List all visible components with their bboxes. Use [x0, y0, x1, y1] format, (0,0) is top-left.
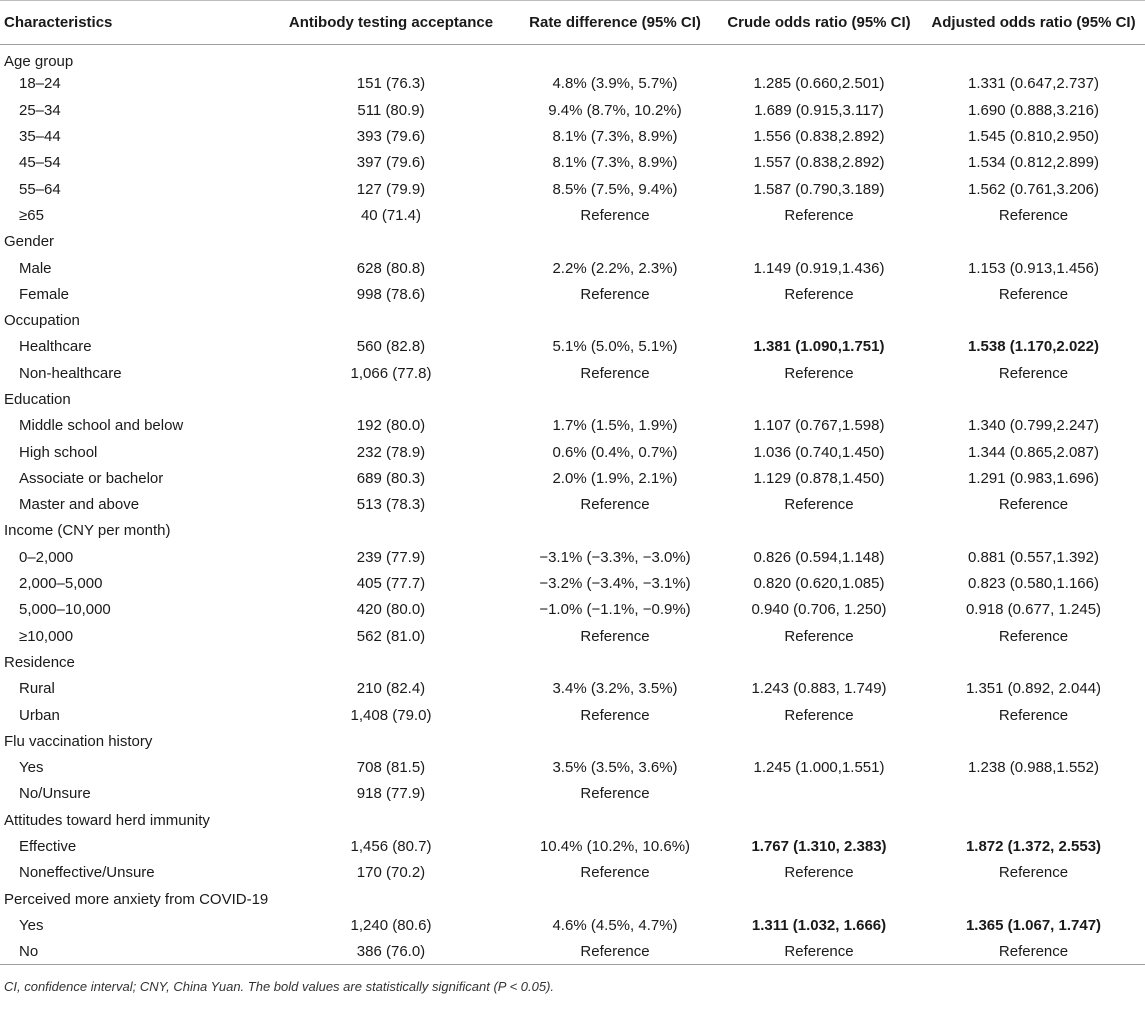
header-acceptance: Antibody testing acceptance [288, 14, 494, 31]
empty-cell [514, 307, 716, 333]
row-label: Associate or bachelor [19, 469, 164, 487]
adjusted-odds-ratio-cell: 1.344 (0.865,2.087) [968, 443, 1099, 461]
table-footnote: CI, confidence interval; CNY, China Yuan. The bold values are statistically significant (P < 0.05). [4, 979, 555, 995]
rate-difference-cell: −3.2% (−3.4%, −3.1%) [539, 575, 691, 593]
acceptance-cell: 405 (77.7) [356, 575, 426, 593]
table-row [0, 71, 1145, 97]
table-row [0, 623, 1145, 649]
empty-cell [514, 45, 716, 71]
adjusted-odds-ratio-cell: Reference [998, 864, 1069, 882]
row-label: No [19, 942, 39, 960]
adjusted-odds-ratio-cell: 1.153 (0.913,1.456) [968, 259, 1099, 277]
empty-cell [514, 886, 716, 912]
empty-cell [514, 649, 716, 675]
category-label: Education [4, 391, 71, 408]
table-row [0, 833, 1145, 859]
acceptance-cell: 192 (80.0) [356, 417, 426, 435]
empty-cell [268, 728, 514, 754]
crude-odds-ratio-cell: Reference [784, 206, 854, 224]
row-label: 25–34 [19, 101, 61, 119]
adjusted-odds-ratio-cell: 1.562 (0.761,3.206) [968, 180, 1099, 198]
acceptance-cell: 1,066 (77.8) [350, 364, 432, 382]
table-row [0, 334, 1145, 360]
rate-difference-cell: 2.2% (2.2%, 2.3%) [552, 259, 678, 277]
category-row [0, 45, 1145, 71]
crude-odds-ratio-cell [716, 781, 922, 807]
empty-cell [268, 307, 514, 333]
row-label: 35–44 [19, 128, 61, 146]
acceptance-cell: 1,240 (80.6) [350, 916, 432, 934]
table-body [0, 45, 1145, 965]
row-label: Rural [19, 680, 55, 698]
empty-cell [716, 886, 922, 912]
category-row [0, 728, 1145, 754]
acceptance-cell: 560 (82.8) [356, 338, 426, 356]
acceptance-cell: 628 (80.8) [356, 259, 426, 277]
adjusted-odds-ratio-cell: 1.534 (0.812,2.899) [968, 154, 1099, 172]
crude-odds-ratio-cell: 0.940 (0.706, 1.250) [751, 601, 887, 619]
rate-difference-cell: Reference [580, 785, 650, 803]
acceptance-cell: 397 (79.6) [356, 154, 426, 172]
table-row [0, 544, 1145, 570]
empty-cell [922, 728, 1145, 754]
crude-odds-ratio-cell: Reference [784, 627, 854, 645]
category-label: Perceived more anxiety from COVID-19 [4, 890, 269, 908]
acceptance-cell: 40 (71.4) [360, 206, 422, 224]
adjusted-odds-ratio-cell: 1.365 (1.067, 1.747) [965, 916, 1102, 934]
table-row [0, 860, 1145, 886]
header-rate-difference: Rate difference (95% CI) [529, 14, 701, 31]
crude-odds-ratio-cell: 1.689 (0.915,3.117) [754, 101, 884, 119]
acceptance-cell: 1,408 (79.0) [350, 706, 432, 724]
table-row [0, 176, 1145, 202]
empty-cell [514, 807, 716, 833]
row-label: 45–54 [19, 154, 61, 172]
category-row [0, 807, 1145, 833]
crude-odds-ratio-cell: Reference [784, 942, 854, 960]
adjusted-odds-ratio-cell: 1.545 (0.810,2.950) [968, 128, 1099, 146]
header-adjusted-odds-ratio: Adjusted odds ratio (95% CI) [931, 14, 1136, 31]
empty-cell [922, 807, 1145, 833]
row-label: Female [19, 285, 70, 303]
empty-cell [922, 886, 1145, 912]
crude-odds-ratio-cell: 1.557 (0.838,2.892) [753, 154, 885, 172]
table-row [0, 97, 1145, 123]
rate-difference-cell: Reference [580, 285, 650, 303]
crude-odds-ratio-cell: 1.036 (0.740,1.450) [753, 443, 885, 461]
crude-odds-ratio-cell: 1.556 (0.838,2.892) [753, 128, 885, 146]
acceptance-cell: 420 (80.0) [356, 601, 426, 619]
rate-difference-cell: Reference [580, 942, 650, 960]
table-row [0, 413, 1145, 439]
crude-odds-ratio-cell: Reference [784, 864, 854, 882]
row-label: Yes [19, 759, 44, 777]
empty-cell [922, 229, 1145, 255]
category-label: Income (CNY per month) [4, 522, 171, 540]
adjusted-odds-ratio-cell: Reference [998, 285, 1069, 303]
adjusted-odds-ratio-cell: Reference [998, 942, 1069, 960]
table-row [0, 781, 1145, 807]
table-row [0, 702, 1145, 728]
table-row [0, 912, 1145, 938]
row-label: High school [19, 443, 98, 461]
empty-cell [716, 45, 922, 71]
empty-cell [268, 518, 514, 544]
empty-cell [922, 518, 1145, 544]
acceptance-cell: 239 (77.9) [356, 548, 426, 566]
table-row [0, 676, 1145, 702]
category-label: Gender [4, 233, 55, 251]
header-characteristics: Characteristics [4, 14, 113, 31]
crude-odds-ratio-cell: Reference [784, 496, 854, 514]
empty-cell [922, 45, 1145, 71]
acceptance-cell: 562 (81.0) [356, 627, 426, 645]
table-header [0, 1, 1145, 45]
acceptance-cell: 918 (77.9) [356, 785, 426, 803]
table-row [0, 755, 1145, 781]
rate-difference-cell: 4.6% (4.5%, 4.7%) [552, 916, 678, 934]
empty-cell [514, 386, 716, 412]
category-row [0, 307, 1145, 333]
row-label: Yes [19, 916, 44, 934]
table-row [0, 255, 1145, 281]
rate-difference-cell: −3.1% (−3.3%, −3.0%) [539, 548, 691, 566]
category-row [0, 886, 1145, 912]
crude-odds-ratio-cell: 0.826 (0.594,1.148) [753, 548, 885, 566]
row-label: Noneffective/Unsure [19, 864, 155, 882]
empty-cell [716, 307, 922, 333]
table-row [0, 123, 1145, 149]
rate-difference-cell: Reference [580, 206, 650, 224]
acceptance-cell: 689 (80.3) [356, 469, 426, 487]
acceptance-cell: 232 (78.9) [356, 443, 426, 461]
acceptance-cell: 513 (78.3) [356, 496, 426, 514]
header-crude-odds-ratio: Crude odds ratio (95% CI) [727, 14, 911, 31]
crude-odds-ratio-cell: 1.311 (1.032, 1.666) [751, 916, 887, 934]
empty-cell [716, 728, 922, 754]
crude-odds-ratio-cell: 1.243 (0.883, 1.749) [751, 680, 887, 698]
rate-difference-cell: 5.1% (5.0%, 5.1%) [552, 338, 678, 356]
table-row [0, 492, 1145, 518]
empty-cell [268, 807, 514, 833]
row-label: No/Unsure [19, 785, 91, 803]
rate-difference-cell: 9.4% (8.7%, 10.2%) [548, 101, 682, 119]
crude-odds-ratio-cell: Reference [784, 285, 854, 303]
rate-difference-cell: Reference [580, 864, 650, 882]
rate-difference-cell: 4.8% (3.9%, 5.7%) [552, 75, 678, 93]
rate-difference-cell: −1.0% (−1.1%, −0.9%) [539, 601, 691, 619]
table-row [0, 360, 1145, 386]
crude-odds-ratio-cell: Reference [784, 706, 854, 724]
row-label: Middle school and below [19, 417, 184, 435]
empty-cell [268, 45, 514, 71]
category-row [0, 518, 1145, 544]
acceptance-cell: 386 (76.0) [356, 942, 426, 960]
rate-difference-cell: Reference [580, 627, 650, 645]
adjusted-odds-ratio-cell: 1.872 (1.372, 2.553) [965, 838, 1102, 856]
empty-cell [716, 386, 922, 412]
category-label: Occupation [4, 312, 80, 330]
rate-difference-cell: 8.1% (7.3%, 8.9%) [552, 154, 678, 172]
row-label: 2,000–5,000 [19, 575, 103, 593]
acceptance-cell: 210 (82.4) [356, 680, 426, 698]
category-row [0, 386, 1145, 412]
acceptance-cell: 170 (70.2) [356, 864, 426, 882]
empty-cell [514, 229, 716, 255]
rate-difference-cell: Reference [580, 496, 650, 514]
crude-odds-ratio-cell: 1.381 (1.090,1.751) [753, 338, 885, 356]
acceptance-cell: 511 (80.9) [357, 101, 425, 119]
acceptance-cell: 998 (78.6) [356, 285, 426, 303]
acceptance-cell: 1,456 (80.7) [350, 838, 432, 856]
rate-difference-cell: 10.4% (10.2%, 10.6%) [539, 838, 691, 856]
adjusted-odds-ratio-cell: Reference [998, 627, 1069, 645]
category-label: Age group [4, 53, 74, 71]
rate-difference-cell: 8.5% (7.5%, 9.4%) [552, 180, 678, 198]
adjusted-odds-ratio-cell: 0.918 (0.677, 1.245) [965, 601, 1102, 619]
row-label: Effective [19, 838, 77, 856]
adjusted-odds-ratio-cell: 0.881 (0.557,1.392) [968, 548, 1099, 566]
empty-cell [514, 728, 716, 754]
adjusted-odds-ratio-cell: 1.340 (0.799,2.247) [968, 417, 1099, 435]
rate-difference-cell: Reference [580, 364, 650, 382]
table-row [0, 570, 1145, 596]
table-row [0, 202, 1145, 228]
crude-odds-ratio-cell: 1.767 (1.310, 2.383) [751, 838, 887, 856]
empty-cell [514, 518, 716, 544]
adjusted-odds-ratio-cell: Reference [998, 706, 1069, 724]
category-label: Attitudes toward herd immunity [4, 811, 210, 829]
rate-difference-cell: 3.4% (3.2%, 3.5%) [552, 680, 678, 698]
adjusted-odds-ratio-cell: 1.351 (0.892, 2.044) [965, 680, 1102, 698]
empty-cell [268, 886, 514, 912]
row-label: Master and above [19, 496, 140, 514]
row-label: Healthcare [19, 338, 92, 356]
table-row [0, 150, 1145, 176]
rate-difference-cell: 0.6% (0.4%, 0.7%) [552, 443, 678, 461]
row-label: ≥10,000 [19, 627, 74, 645]
row-label: 0–2,000 [19, 548, 74, 566]
row-label: Male [19, 259, 52, 277]
crude-odds-ratio-cell: 1.149 (0.919,1.436) [753, 259, 885, 277]
row-label: Non-healthcare [19, 364, 122, 382]
acceptance-cell: 393 (79.6) [356, 128, 426, 146]
row-label: 55–64 [19, 180, 61, 198]
crude-odds-ratio-cell: 1.285 (0.660,2.501) [753, 75, 885, 93]
table-row [0, 439, 1145, 465]
empty-cell [922, 307, 1145, 333]
crude-odds-ratio-cell: 1.245 (1.000,1.551) [753, 759, 885, 777]
rate-difference-cell: 8.1% (7.3%, 8.9%) [552, 128, 678, 146]
category-row [0, 229, 1145, 255]
row-label: Urban [19, 706, 60, 724]
adjusted-odds-ratio-cell: Reference [998, 364, 1069, 382]
rate-difference-cell: 1.7% (1.5%, 1.9%) [552, 417, 678, 435]
header-row [0, 1, 1145, 45]
table-row [0, 597, 1145, 623]
adjusted-odds-ratio-cell: 1.538 (1.170,2.022) [968, 338, 1099, 356]
adjusted-odds-ratio-cell [922, 781, 1145, 807]
crude-odds-ratio-cell: 1.587 (0.790,3.189) [753, 180, 885, 198]
adjusted-odds-ratio-cell: Reference [998, 496, 1069, 514]
empty-cell [716, 807, 922, 833]
empty-cell [716, 229, 922, 255]
acceptance-cell: 708 (81.5) [356, 759, 426, 777]
acceptance-cell: 127 (79.9) [356, 180, 426, 198]
row-label: 18–24 [19, 75, 61, 93]
table-row [0, 465, 1145, 491]
adjusted-odds-ratio-cell: 1.238 (0.988,1.552) [968, 759, 1099, 777]
rate-difference-cell: 3.5% (3.5%, 3.6%) [552, 759, 678, 777]
adjusted-odds-ratio-cell: 1.291 (0.983,1.696) [968, 469, 1099, 487]
empty-cell [268, 229, 514, 255]
crude-odds-ratio-cell: 1.107 (0.767,1.598) [753, 417, 885, 435]
category-label: Flu vaccination history [4, 732, 153, 750]
empty-cell [268, 649, 514, 675]
rate-difference-cell: Reference [580, 706, 650, 724]
adjusted-odds-ratio-cell: 1.690 (0.888,3.216) [968, 101, 1099, 119]
rate-difference-cell: 2.0% (1.9%, 2.1%) [552, 469, 678, 487]
empty-cell [922, 649, 1145, 675]
crude-odds-ratio-cell: 0.820 (0.620,1.085) [753, 575, 885, 593]
adjusted-odds-ratio-cell: Reference [998, 206, 1069, 224]
category-label: Residence [4, 653, 75, 671]
empty-cell [922, 386, 1145, 412]
adjusted-odds-ratio-cell: 0.823 (0.580,1.166) [968, 575, 1099, 593]
crude-odds-ratio-cell: Reference [784, 364, 854, 382]
empty-cell [716, 518, 922, 544]
acceptance-cell: 151 (76.3) [356, 75, 426, 93]
row-label: 5,000–10,000 [19, 601, 111, 619]
empty-cell [268, 386, 514, 412]
crude-odds-ratio-cell: 1.129 (0.878,1.450) [753, 469, 885, 487]
table-row [0, 281, 1145, 307]
adjusted-odds-ratio-cell: 1.331 (0.647,2.737) [968, 75, 1099, 93]
row-label: ≥65 [19, 206, 44, 224]
category-row [0, 649, 1145, 675]
empty-cell [716, 649, 922, 675]
table-row [0, 939, 1145, 965]
